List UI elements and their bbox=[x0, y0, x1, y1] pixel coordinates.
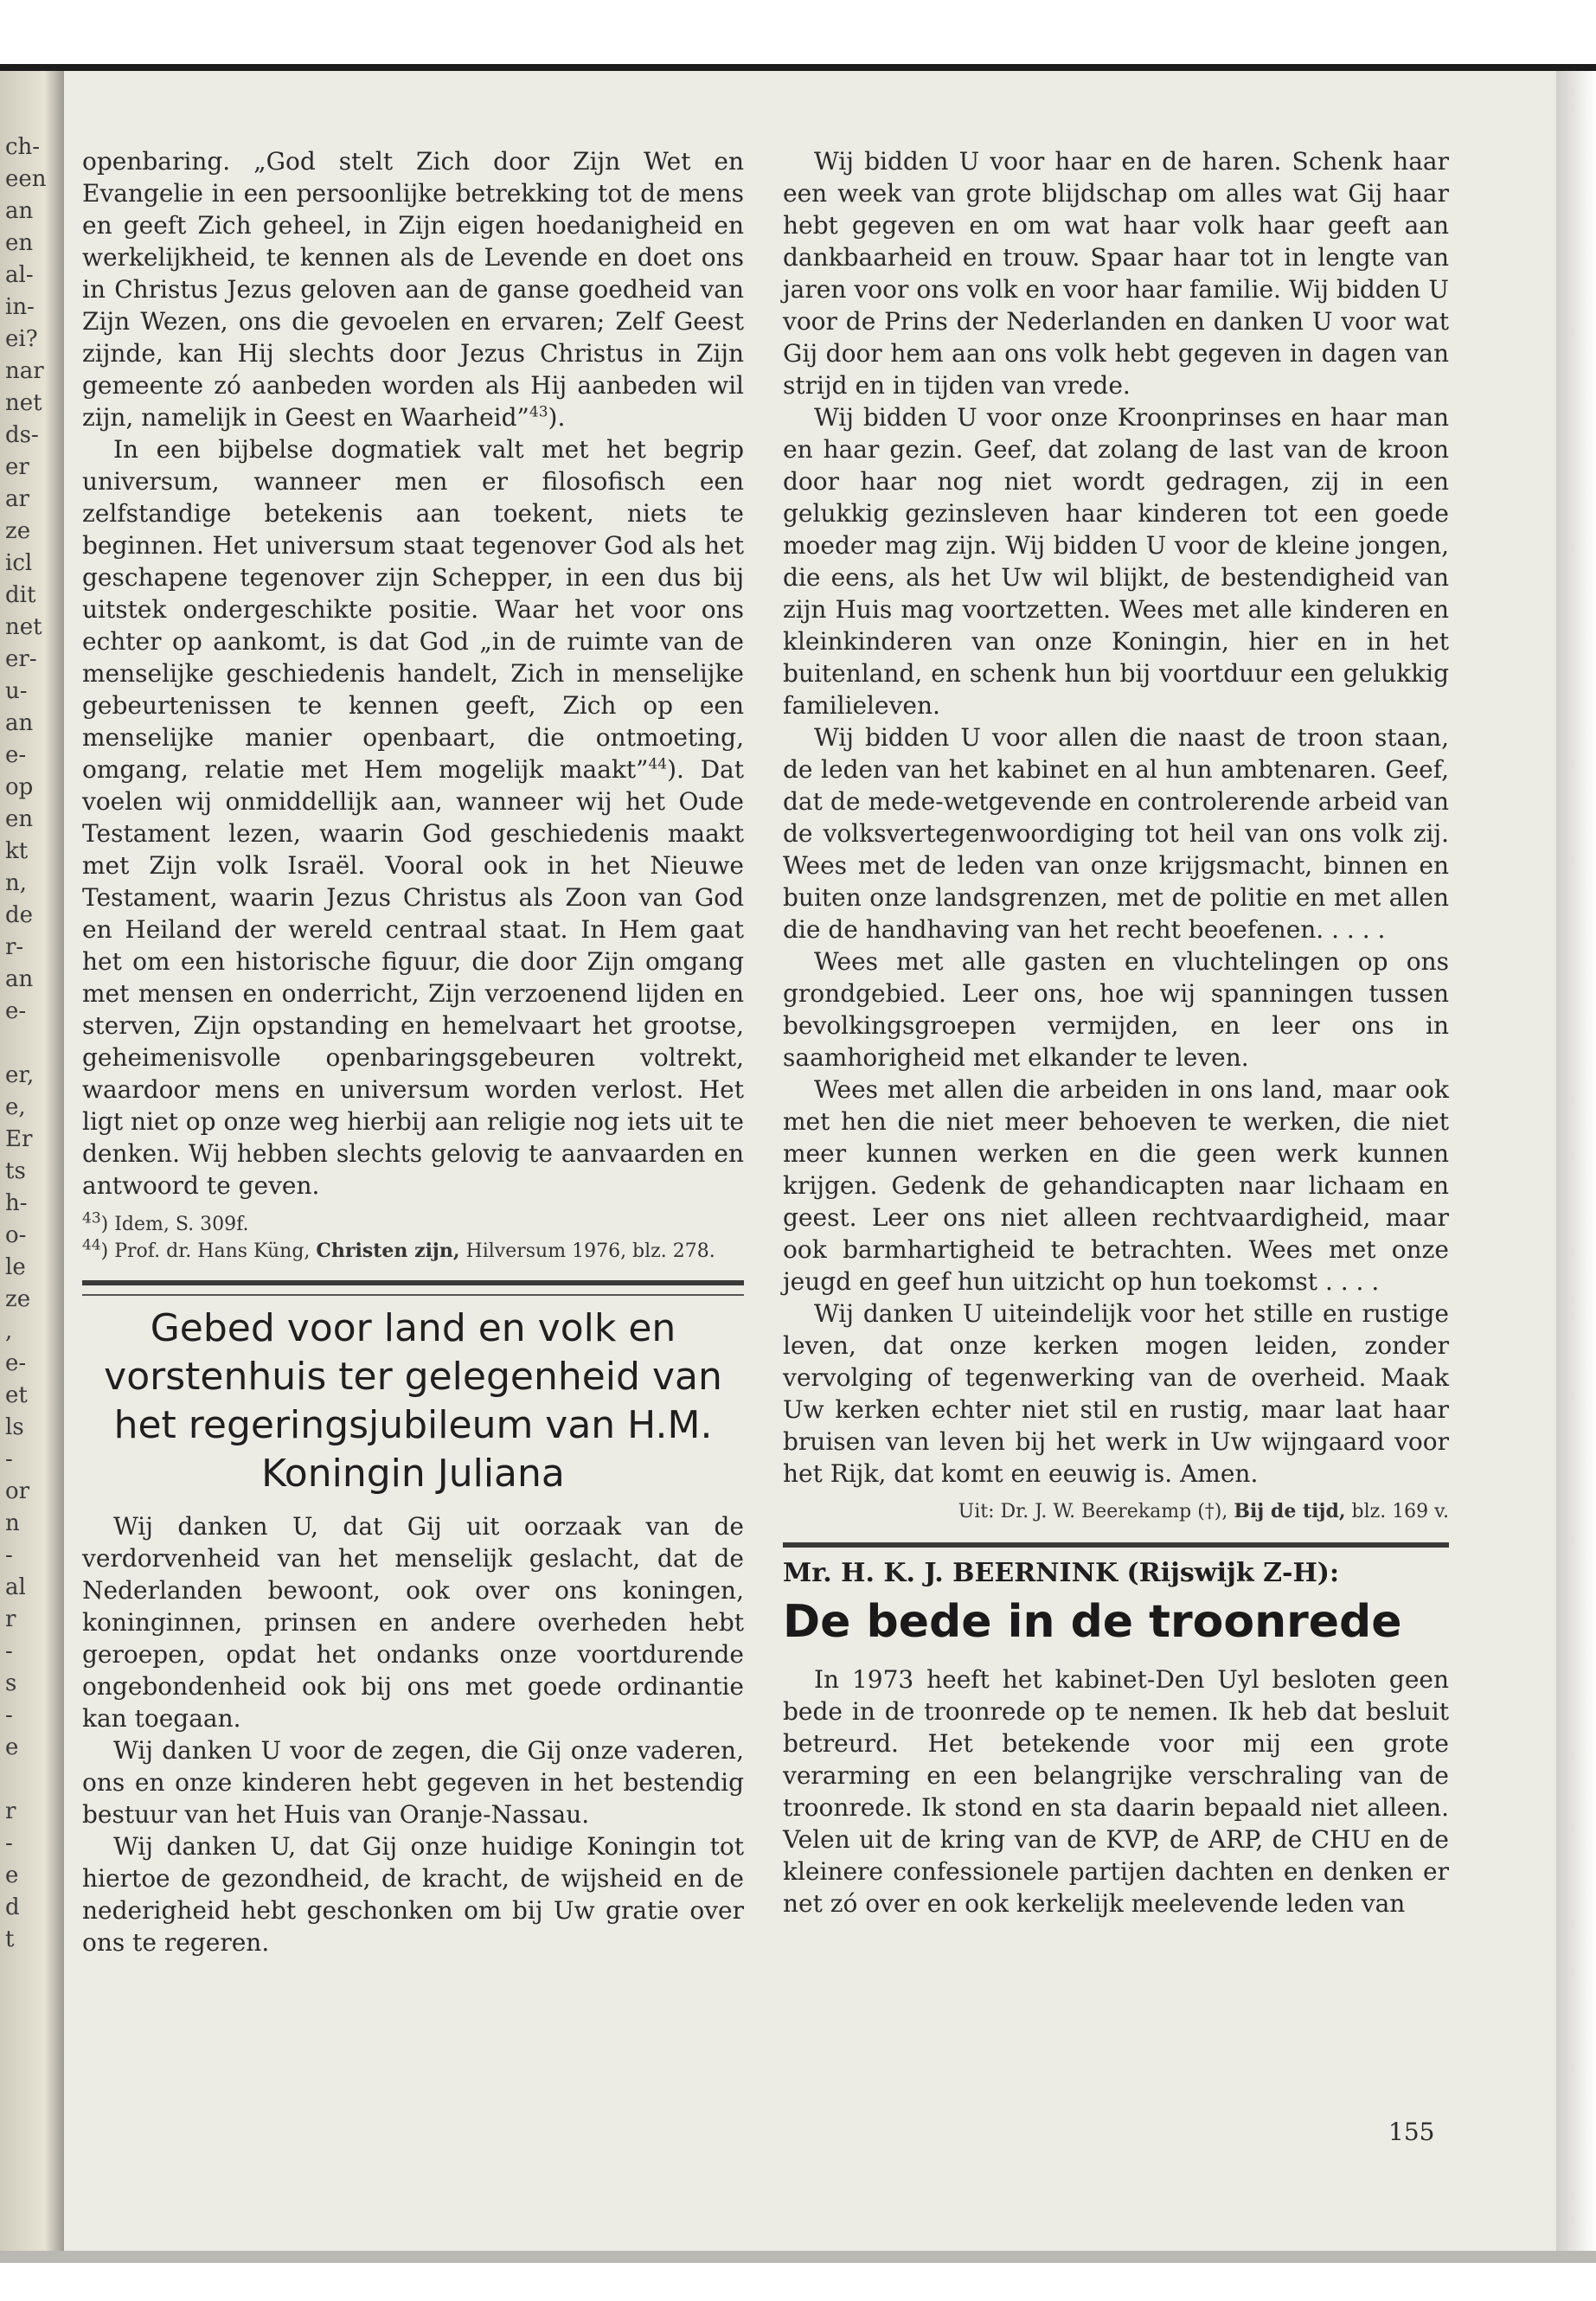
prayer-title: Gebed voor land en volk en vorstenhuis ter gelegenheid van het regeringsjubileum van H.M. Koningin Juliana bbox=[104, 1306, 722, 1496]
paragraph: In 1973 heeft het kabinet-Den Uyl besloten geen bede in de troonrede op te nemen. Ik heb dat besluit betreurd. Het betekende voor mij een grote verarming en een belangrijke verschraling van de troonrede. Ik stond en sta daarin bepaald niet alleen. Velen uit de kring van de KVP, de ARP, de CHU en de kleinere confessionele partijen dachten en denken er net zó over en ook kerkelijk meelevende leden van bbox=[783, 1665, 1449, 1918]
section-rule bbox=[82, 1280, 744, 1285]
footnote-43: $^{43}$) Idem, S. 309f. bbox=[82, 1209, 249, 1235]
paragraph: In een bijbelse dogmatiek valt met het begrip universum, wanneer men er filosofisch een zelfstandige betekenis aan toekent, niets te beginnen. Het universum staat tegenover God als het geschapene tegenover zijn Schepper, in een dus bij uitstek ondergeschikte positie. Waar het voor ons echter op aankomt, is dat God „in de ruimte van de menselijke geschiedenis handelt, Zich in menselijke gebeurtenissen te kennen geeft, Zich op een menselijke manier openbaart, die ontmoeting, omgang, relatie met Hem mogelijk maakt”$^{44}$). Dat voelen wij onmiddellijk aan, wanneer wij het Oude Testament lezen, waarin God geschiedenis maakt met Zijn volk Israël. Vooral ook in het Nieuwe Testament, waarin Jezus Christus als Zoon van God en Heiland der wereld centraal staat. In Hem gaat het om een historische figuur, die door Zijn omgang met mensen en onderricht, Zijn verzoenend lijden en sterven, Zijn opstanding en hemelvaart het grootse, geheimenisvolle openbaringsgebeuren voltrekt, waardoor mens en universum worden verlost. Het ligt niet op onze weg hierbij aan religie nog iets uit te denken. Wij hebben slechts gelovig te aanvaarden en antwoord te geven. bbox=[82, 435, 744, 1200]
paragraph: openbaring. „God stelt Zich door Zijn Wet en Evangelie in een persoonlijke betrekking tot de mens en geeft Zich geheel, in Zijn eigen hoedanigheid en werkelijkheid, te kennen als de Levende en doet ons in Christus Jezus geloven aan de ganse goedheid van Zijn Wezen, ons die gevoelen en ervaren; Zelf Geest zijnde, kan Hij slechts door Jezus Christus in Zijn gemeente zó aanbeden worden als Hij aanbeden wil zijn, namelijk in Geest en Waarheid”$^{43}$). bbox=[82, 147, 744, 432]
footnote-ref: 44 bbox=[648, 755, 668, 773]
page-number: 155 bbox=[1388, 2118, 1435, 2146]
left-column bbox=[82, 145, 744, 1958]
footnote-44: $^{44}$) Prof. dr. Hans Küng, Christen zijn, Hilversum 1976, blz. 278. bbox=[82, 1236, 715, 1262]
paragraph: Wij bidden U voor allen die naast de troon staan, de leden van het kabinet en al hun ambtenaren. Geef, dat de mede-wetgevende en controlerende arbeid van de volksvertegenwoordiging tot heil van ons volk zij. Wees met de leden van onze krijgsmacht, binnen en buiten onze landsgrenzen, met de politie en met allen die de handhaving van het recht beoefenen. . . . . bbox=[783, 723, 1449, 944]
paragraph: Wij danken U, dat Gij uit oorzaak van de verdorvenheid van het menselijk geslacht, dat de Nederlanden bewoont, ook over ons koningen, koninginnen, prinsen en andere overheden hebt geroepen, opdat het ondanks onze voortdurende ongebondenheid ook bij ons met goede ordinantie kan toegaan. bbox=[82, 1512, 744, 1733]
previous-page-edge bbox=[0, 71, 64, 2251]
paragraph: Wij bidden U voor onze Kroonprinses en haar man en haar gezin. Geef, dat zolang de last van de kroon door haar nog niet wordt gedragen, zij in een gelukkig gezinsleven haar kinderen tot een goede moeder mag zijn. Wij bidden U voor de kleine jongen, die eens, als het Uw wil blijkt, de bestendigheid van zijn Huis mag voortzetten. Wees met alle kinderen en kleinkinderen van onze Koningin, hier en in het buitenland, en schenk hun bij voortduur een gelukkig familieleven. bbox=[783, 403, 1449, 720]
paragraph: Wij danken U voor de zegen, die Gij onze vaderen, ons en onze kinderen hebt gegeven in het bestendig bestuur van het Huis van Oranje-Nassau. bbox=[82, 1736, 744, 1829]
paragraph: Wij danken U uiteindelijk voor het stille en rustige leven, dat onze kerken mogen leiden, zonder vervolging of tegenwerking van de overheid. Maak Uw kerken echter niet stil en rustig, maar laat haar bruisen van leven bij het werk in Uw wijngaard voor het Rijk, dat komt en eeuwig is. Amen. bbox=[783, 1299, 1449, 1488]
paragraph: Wij bidden U voor haar en de haren. Schenk haar een week van grote blijdschap om alles wat Gij haar hebt gegeven en om wat haar volk haar geeft aan dankbaarheid en trouw. Spaar haar tot in lengte van jaren voor ons volk en voor haar familie. Wij bidden U voor de Prins der Nederlanden en danken U voor wat Gij door hem aan ons volk hebt gegeven in dagen van strijd en in tijden van vrede. bbox=[783, 147, 1449, 400]
footnotes bbox=[82, 1209, 744, 1265]
section-rule-thin bbox=[82, 1294, 744, 1296]
page-bottom-edge bbox=[0, 2251, 1596, 2263]
paragraph: Wij danken U, dat Gij onze huidige Koningin tot hiertoe de gezondheid, de kracht, de wijsheid en de nederigheid hebt geschonken om bij Uw gratie over ons te regeren. bbox=[82, 1832, 744, 1957]
right-column bbox=[783, 145, 1449, 1920]
paragraph: Wees met allen die arbeiden in ons land, maar ook met hen die niet meer behoeven te werken, die niet meer kunnen werken en die geen werk kunnen krijgen. Gedenk de gehandicapten naar lichaam en geest. Leer ons niet alleen rechtvaardigheid, maar ook barmhartigheid te betrachten. Wees met onze jeugd en geef hun uitzicht op hun toekomst . . . . bbox=[783, 1075, 1449, 1296]
paragraph: Wees met alle gasten en vluchtelingen op ons grondgebied. Leer ons, hoe wij spanningen tussen bevolkingsgroepen vermijden, en leer ons in saamhorigheid met elkander te leven. bbox=[783, 947, 1449, 1072]
scan-top-margin bbox=[0, 0, 1596, 62]
footnote-ref: 43 bbox=[529, 403, 548, 421]
article-title: De bede in de troonrede bbox=[783, 1596, 1402, 1648]
article-author: Mr. H. K. J. BEERNINK (Rijswijk Z-H): bbox=[783, 1558, 1340, 1588]
previous-page-fragments: ch- een an en al- in- ei? nar net ds- er ar ze icl dit net er- u- an e- op en kt n, de r- an e- er, e, Er ts h- o- le ze , e- et ls - or n - al r - s - e r - e d t bbox=[5, 134, 47, 1952]
section-rule bbox=[783, 1542, 1449, 1548]
binding-edge bbox=[0, 64, 1596, 71]
page-right-edge bbox=[1556, 71, 1596, 2251]
prayer-source: Uit: Dr. J. W. Beerekamp (†), Bij de tijd, blz. 169 v. bbox=[958, 1500, 1449, 1522]
